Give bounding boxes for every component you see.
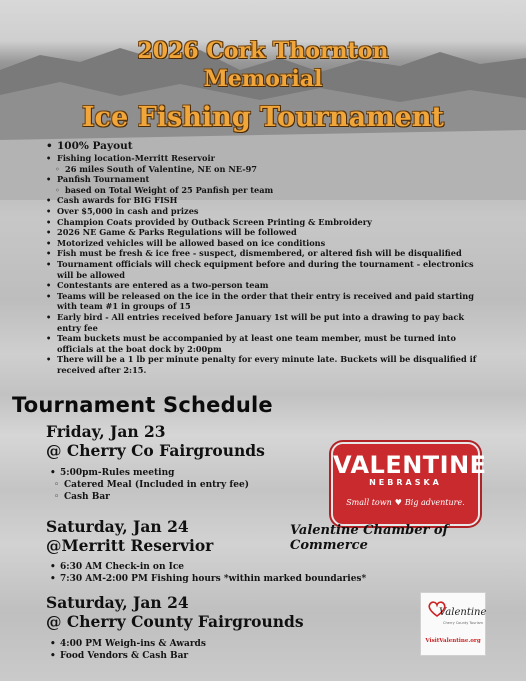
rule-item: • Early bird - All entries received before January 1st will be put into a drawing to pay back entry fee <box>44 312 484 333</box>
tourism-logo-sub: Cherry County Tourism <box>443 621 483 625</box>
day2-heading <box>46 517 213 555</box>
rule-item: • Contestants are entered as a two-person team <box>44 280 484 291</box>
tourism-logo <box>420 592 486 656</box>
schedule-item: • 4:00 PM Weigh-ins & Awards <box>50 638 206 650</box>
schedule-subitem: ◦ Catered Meal (Included in entry fee) <box>50 479 249 491</box>
rule-item: • Motorized vehicles will be allowed based on ice conditions <box>44 238 484 249</box>
rule-item: • Fishing location-Merritt Reservoir <box>44 153 484 164</box>
logo-name: VALENTINE <box>333 451 487 479</box>
rule-item: • 100% Payout <box>44 140 484 153</box>
rule-item: • Teams will be released on the ice in the order that their entry is received and paid starting with team #1 in groups of 15 <box>44 291 484 312</box>
rule-item: • There will be a 1 lb per minute penalty for every minute late. Buckets will be disqualified if received after 2:15. <box>44 354 484 375</box>
schedule-subitem: ◦ Cash Bar <box>50 491 249 503</box>
schedule-item: • Food Vendors & Cash Bar <box>50 650 206 662</box>
rule-item: • Team buckets must be accompanied by at least one team member, must be turned into officials at the boat dock by 2:00pm <box>44 333 484 354</box>
day2-date: Saturday, Jan 24 <box>46 517 189 536</box>
day1-place: @ Cherry Co Fairgrounds <box>46 441 265 460</box>
day3-date: Saturday, Jan 24 <box>46 593 189 612</box>
heart-icon: ♥ <box>394 498 402 507</box>
schedule-item: • 5:00pm-Rules meeting <box>50 467 249 479</box>
title-line-2: Memorial <box>203 66 323 92</box>
rule-item: • Fish must be fresh & ice free - suspect, dismembered, or altered fish will be disqualified <box>44 248 484 259</box>
chamber-of-commerce: Valentine Chamber of Commerce <box>290 523 449 553</box>
logo-state: NEBRASKA <box>369 478 442 487</box>
rule-item: • Over $5,000 in cash and prizes <box>44 206 484 217</box>
schedule-item: • 6:30 AM Check-in on Ice <box>50 561 366 573</box>
rule-item: • Tournament officials will check equipment before and during the tournament - electronics will be allowed <box>44 259 484 280</box>
tourism-logo-name: Valentine <box>439 607 487 618</box>
schedule-item: • 7:30 AM-2:00 PM Fishing hours *within marked boundaries* <box>50 573 366 585</box>
logo-tagline-right: Big adventure. <box>404 498 465 507</box>
rule-subitem: ◦ 26 miles South of Valentine, NE on NE-97 <box>44 164 484 175</box>
logo-tagline-left: Small town <box>346 498 392 507</box>
day3-place: @ Cherry County Fairgrounds <box>46 612 304 631</box>
rule-item: • 2026 NE Game & Parks Regulations will be followed <box>44 227 484 238</box>
day1-date: Friday, Jan 23 <box>46 422 166 441</box>
day3-items <box>50 638 206 662</box>
rule-item: • Panfish Tournament <box>44 174 484 185</box>
rule-item: • Champion Coats provided by Outback Screen Printing & Embroidery <box>44 217 484 228</box>
day2-items <box>50 561 366 585</box>
day1-items <box>50 467 249 503</box>
schedule-heading: Tournament Schedule <box>12 393 273 417</box>
rules-list <box>44 140 484 375</box>
title-line-1: 2026 Cork Thornton <box>137 38 389 64</box>
day2-place: @Merritt Reservior <box>46 536 214 555</box>
valentine-nebraska-logo <box>331 442 487 526</box>
rule-subitem: ◦ based on Total Weight of 25 Panfish per team <box>44 185 484 196</box>
day3-heading <box>46 593 304 631</box>
rule-item: • Cash awards for BIG FISH <box>44 195 484 206</box>
title-line-3: Ice Fishing Tournament <box>82 102 444 133</box>
logo-tagline <box>333 498 478 508</box>
day1-heading <box>46 422 265 460</box>
tourism-logo-url: VisitValentine.org <box>425 638 481 644</box>
